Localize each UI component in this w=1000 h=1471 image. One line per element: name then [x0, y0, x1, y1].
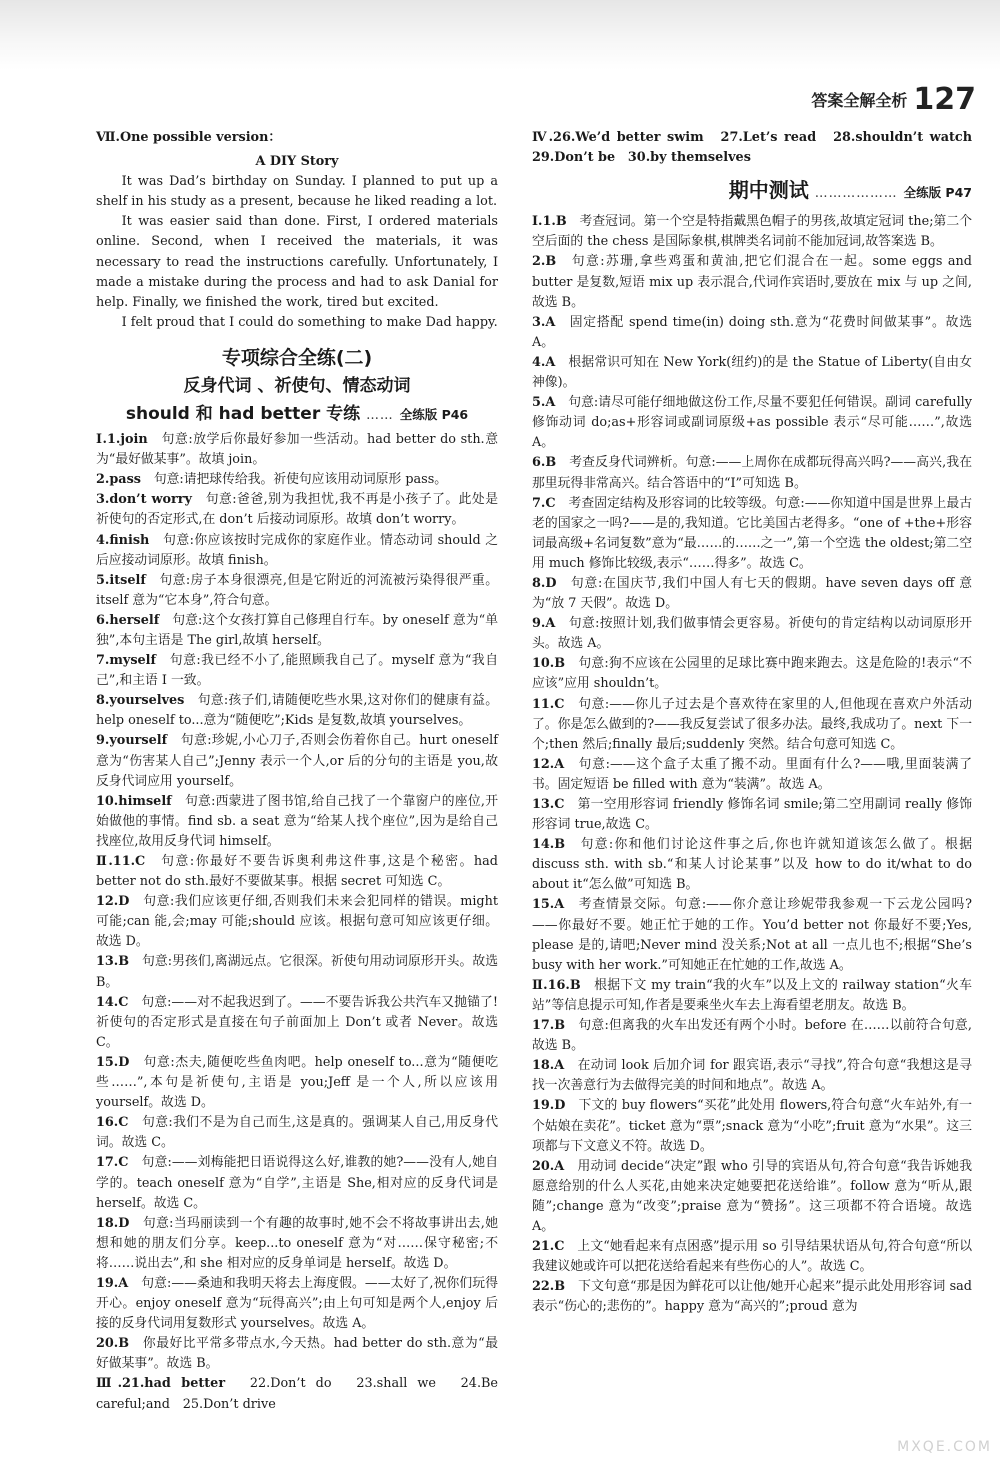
page-top-shadow: [0, 0, 1000, 70]
answer-explanation: 句意:房子本身很漂亮,但是它附近的河流被污染得很严重。itself 意为“它本身”,符合句意。: [96, 572, 498, 608]
answer-item: [532, 1157, 972, 1237]
answer-list-left: [96, 430, 498, 1415]
answer-explanation: 第一空用形容词 friendly 修饰名词 smile;第二空用副词 really 修饰形容词 true,故选 C。: [532, 797, 972, 833]
answer-number: Ⅱ.11.C: [96, 854, 146, 869]
answer-item: [532, 654, 972, 694]
answer-explanation: 句意:放学后你最好参加一些活动。had better do sth.意为“最好做某事”。故填 join。: [96, 432, 498, 468]
answer-explanation: 句意:在国庆节,我们中国人有七天的假期。have seven days off 意为“放 7 天假”。故选 D。: [532, 575, 972, 612]
story-paragraph: It was easier said than done. First, I ordered materials online. Second, when I received the materials, it was necessary to read the instructions carefully. Unfortunately, I made a mistake during the process and had to ask Danial for help. Finally, we finished the work, tired but excited.: [96, 214, 498, 310]
answer-explanation: 考查反身代词辨析。句意:——上周你在成都玩得高兴吗?——高兴,我在那里玩得非常高兴。结合答语中的“I”可知选 B。: [532, 455, 972, 491]
answer-number: 17.C: [96, 1155, 129, 1171]
answer-number: 7.myself: [96, 653, 157, 669]
answer-number: 5.itself: [96, 572, 146, 588]
midterm-dots: ………………: [814, 186, 898, 202]
answer-explanation: 句意:按照计划,我们做事情会更容易。祈使句的肯定结构以动词原形开头。故选 A。: [532, 616, 972, 652]
answer-number: 19.A: [96, 1275, 129, 1291]
answer-item: [96, 1214, 498, 1274]
answer-explanation: 句意:爸爸,别为我担忧,我不再是小孩子了。此处是祈使句的否定形式,在 don’t 后接动词原形。故填 don’t worry。: [96, 492, 498, 528]
answer-number: 4.A: [532, 354, 556, 370]
answer-item: [532, 1056, 972, 1096]
watermark: MXQE.COM: [897, 1439, 992, 1455]
answer-number: Ⅰ.1.join: [96, 432, 148, 448]
answer-explanation: 句意:西蒙进了图书馆,给自己找了一个靠窗户的座位,开始做他的事情。find sb. a seat 意为“给某人找个座位”,因为是给自己找座位,故用反身代词 himself。: [96, 793, 498, 849]
answer-item: [532, 574, 972, 614]
answer-item: [532, 1096, 972, 1156]
answer-explanation: 句意:——对不起我迟到了。——不要告诉我公共汽车又抛锚了!祈使句的否定形式是直接在句子前面加上 Don’t 或者 Never。故选 C。: [96, 994, 498, 1050]
section-iv-answers: Ⅳ.26.We’d better swim 27.Let’s read 28.shouldn’t watch 29.Don’t be 30.by themselves: [532, 130, 985, 166]
answer-explanation: 句意:——你儿子过去是个喜欢待在家里的人,但他现在喜欢户外活动了。你是怎么做到的?——我反复尝试了很多办法。最终,我成功了。next 下一个;then 然后;finally 最后;suddenly 突然。结合句意可知选 C。: [532, 696, 972, 752]
answer-number: 14.B: [532, 837, 566, 853]
answer-number: Ⅰ.1.B: [532, 214, 567, 230]
answer-explanation: 句意:请尽可能仔细地做这份工作,尽量不要犯任何错误。副词 carefully 修饰动词 do;as+形容词或副词原级+as possible 表示“尽可能……”,故选 A。: [532, 395, 972, 451]
answer-item: [532, 1277, 972, 1317]
answer-number: 9.A: [532, 616, 556, 632]
topic-title: should 和 had better 专练: [125, 403, 361, 424]
answer-number: 10.himself: [96, 793, 172, 809]
answer-explanation: 根据常识可知在 New York(纽约)的是 the Statue of Liberty(自由女神像)。: [532, 354, 972, 391]
answer-number: 21.C: [532, 1239, 565, 1255]
answer-explanation: 句意:我们应该更仔细,否则我们未来会犯同样的错误。might 可能;can 能,会;may 可能;should 应该。根据句意可知应该更仔细。故选 D。: [96, 894, 498, 950]
answer-number: 15.A: [532, 897, 565, 913]
answer-explanation: 下文的 buy flowers“买花”此处用 flowers,符合句意“火车站外,有一个姑娘在卖花”。ticket 意为“票”;snack 意为“小吃”;fruit 意为“水果”。这三项都与下文意义不符。故选 D。: [532, 1098, 972, 1154]
answer-explanation: 句意:我已经不小了,能照顾我自己了。myself 意为“我自己”,和主语 I 一致。: [96, 653, 498, 689]
page-number: 127: [913, 82, 976, 117]
midterm-title: 期中测试: [728, 178, 809, 203]
header-title: 答案全解全析: [811, 91, 908, 110]
answer-explanation: 句意:杰夫,随便吃些鱼肉吧。help oneself to...意为“随便吃些……”,本句是祈使句,主语是 you;Jeff 是一个人,所以应该用 yourself。故选 D。: [96, 1054, 498, 1111]
answer-item: [96, 1374, 498, 1414]
answer-explanation: 句意:男孩们,离湖远点。它很深。祈使句用动词原形开头。故选 B。: [96, 954, 498, 990]
answer-number: 8.yourselves: [96, 693, 185, 709]
answer-number: 10.B: [532, 656, 566, 672]
answer-explanation: 句意:你和他们讨论这件事之后,你也许就知道该怎么做了。根据 discuss sth. with sb.“和某人讨论某事”以及 how to do it/what to do about it“怎么做”可知选 B。: [532, 837, 972, 893]
topic-dots: ……: [366, 407, 394, 423]
answer-explanation: 考查固定结构及形容词的比较等级。句意:——你知道中国是世界上最古老的国家之一吗?——是的,我知道。它比美国古老得多。“one of +the+形容词最高级+名词复数”意为“最……的……之一”,第一个空选 the oldest;第二空用 much 修饰比较级,表示“……得多”。故选 C。: [532, 495, 972, 571]
answer-item: [96, 1113, 498, 1153]
answer-number: 12.D: [96, 894, 130, 910]
answer-item: [96, 892, 498, 952]
answer-number: 20.B: [96, 1336, 130, 1352]
answer-number: 13.B: [96, 954, 130, 970]
midterm-edition: 全练版 P47: [903, 185, 972, 201]
answer-number: 9.yourself: [96, 733, 168, 749]
answer-explanation: 根据下文 my train“我的火车”以及上文的 railway station“火车站”等信息提示可知,作者是要乘坐火车去上海看望老朋友。故选 B。: [532, 977, 972, 1013]
answer-item: [96, 571, 498, 611]
answer-item: [532, 494, 972, 574]
answer-item: [532, 695, 972, 755]
answer-explanation: 句意:——刘梅能把日语说得这么好,谁教的她?——没有人,她自学的。teach oneself 意为“自学”,主语是 She,相对应的反身代词是 herself。故选 C。: [96, 1155, 498, 1211]
answer-number: 3.A: [532, 314, 556, 330]
answer-number: 6.B: [532, 455, 557, 471]
answer-item: [96, 1053, 498, 1113]
answer-explanation: 句意:当玛丽读到一个有趣的故事时,她不会不将故事讲出去,她想和她的朋友们分享。keep...to oneself 意为“对……保守秘密;不将……说出去”,和 she 相对应的反身单词是 herself。故选 D。: [96, 1215, 498, 1271]
answer-explanation: 上文“她看起来有点困惑”提示用 so 引导结果状语从句,符合句意“所以我建议她或许可以把花送给看起来有些伤心的人”。故选 C。: [532, 1239, 972, 1275]
answer-list-right: [532, 212, 972, 1317]
answer-explanation: 你最好比平常多带点水,今天热。had better do sth.意为“最好做某事”。故选 B。: [96, 1336, 498, 1372]
answer-explanation: 用动词 decide“决定”跟 who 引导的宾语从句,符合句意“我告诉她我愿意给别的什么人买花,由她来决定她要把花送给谁”。follow 意为“听从,跟随”;change 意为“改变”;praise 意为“赞扬”。这三项都不符合语境。故选 A。: [532, 1158, 972, 1234]
answer-item: [96, 731, 498, 791]
answer-item: [532, 795, 972, 835]
page-header: [811, 82, 976, 117]
answer-explanation: 句意:我们不是为自己而生,这是真的。强调某人自己,用反身代词。故选 C。: [96, 1115, 498, 1151]
answer-item: [532, 1016, 972, 1056]
answer-item: [96, 611, 498, 651]
answer-number: 19.D: [532, 1098, 566, 1114]
answer-item: [532, 313, 972, 353]
answer-item: [96, 691, 498, 731]
story-paragraph: It was Dad’s birthday on Sunday. I planned to put up a shelf in his study as a present, because he liked reading a lot.: [96, 174, 498, 210]
answer-explanation: 句意:——桑迪和我明天将去上海度假。——太好了,祝你们玩得开心。enjoy oneself 意为“玩得高兴”;由上句可知是两个人,enjoy 后接的反身代词用复数形式 yourselves。故选 A。: [96, 1275, 498, 1332]
answer-number: 5.A: [532, 395, 556, 411]
answer-explanation: 句意:请把球传给我。祈使句应该用动词原形 pass。: [141, 472, 448, 488]
answer-explanation: 下文句意“那是因为鲜花可以让他/她开心起来”提示此处用形容词 sad 表示“伤心的;悲伤的”。happy 意为“高兴的”;proud 意为: [532, 1279, 972, 1315]
answer-item: [96, 430, 498, 470]
answer-item: [96, 1334, 498, 1374]
answer-number: 17.B: [532, 1018, 566, 1034]
story-paragraph: I felt proud that I could do something to make Dad happy.: [121, 314, 498, 330]
answer-number: 2.B: [532, 254, 557, 270]
answer-number: 16.C: [96, 1115, 129, 1131]
answer-item: [532, 755, 972, 795]
answer-number: 3.don’t worry: [96, 492, 192, 508]
answer-item: [532, 393, 972, 453]
topic-edition: 全练版 P46: [399, 406, 469, 422]
answer-explanation: 句意:但离我的火车出发还有两个小时。before 在……以前符合句意,故选 B。: [532, 1018, 972, 1054]
answer-item: [532, 212, 972, 252]
answer-explanation: 句意:狗不应该在公园里的足球比赛中跑来跑去。这是危险的!表示“不应该”应用 shouldn’t。: [532, 656, 972, 692]
answer-item: [532, 353, 972, 393]
answer-explanation: 考查冠词。第一个空是特指戴黑色帽子的男孩,故填定冠词 the;第二个空后面的 the chess 是国际象棋,棋牌类名词前不能加冠词,故答案选 B。: [532, 214, 973, 250]
answer-item: [532, 976, 972, 1016]
answer-item: [532, 1237, 972, 1277]
story-title: A DIY Story: [255, 154, 339, 170]
answer-explanation: 22.Don’t do 23.shall we 24.Be careful;and 25.Don’t drive: [96, 1376, 498, 1412]
answer-number: Ⅱ.16.B: [532, 977, 581, 993]
answer-explanation: 句意:孩子们,请随便吃些水果,这对你们的健康有益。help oneself to...意为“随便吃”;Kids 是复数,故填 yourselves。: [96, 693, 498, 729]
answer-number: 18.A: [532, 1058, 565, 1074]
answer-item: [96, 1153, 498, 1213]
answer-explanation: 在动词 look 后加介词 for 跟宾语,表示“寻找”,符合句意“我想这是寻找一次善意行为去做得完美的时间和地点”。故选 A。: [532, 1058, 972, 1094]
answer-explanation: 句意:你应该按时完成你的家庭作业。情态动词 should 之后应接动词原形。故填 finish。: [96, 532, 498, 568]
midterm-heading: [532, 180, 972, 204]
answer-number: Ⅲ.21.had better: [96, 1376, 226, 1392]
answer-item: [96, 470, 498, 490]
answer-item: [532, 614, 972, 654]
answer-item: [96, 490, 498, 530]
answer-number: 12.A: [532, 756, 565, 772]
answer-number: 2.pass: [96, 472, 142, 488]
answer-number: 15.D: [96, 1054, 130, 1070]
unit-title: 专项综合全练(二): [221, 346, 373, 369]
answer-item: [96, 952, 498, 992]
answer-number: 4.finish: [96, 532, 150, 548]
answer-explanation: 句意:珍妮,小心刀子,否则会伤着你自己。hurt oneself 意为“伤害某人自己”;Jenny 表示一个人,or 后的分句的主语是 you,故反身代词应用 yourself。: [96, 733, 498, 789]
answer-explanation: 句意:这个女孩打算自己修理自行车。by oneself 意为“单独”,本句主语是 The girl,故填 herself。: [96, 612, 498, 648]
answer-item: [96, 993, 498, 1053]
answer-item: [532, 252, 972, 312]
answer-item: [96, 852, 498, 892]
answer-number: 22.B: [532, 1279, 566, 1295]
answer-explanation: 句意:——这个盒子太重了搬不动。里面有什么?——哦,里面装满了书。固定短语 be filled with 意为“装满”。故选 A。: [532, 756, 972, 792]
answer-number: 20.A: [532, 1158, 565, 1174]
answer-number: 11.C: [532, 696, 565, 712]
answer-explanation: 考查情景交际。句意:——你介意让珍妮带我参观一下云龙公园吗?——你最好不要。她正忙于她的工作。You’d better not 你最好不要;Yes, please 是的,请吧;Never mind 没关系;Not at all 一点儿也不;根据“She’s busy with her work.”可知她正在忙她的工作,故选 A。: [532, 897, 972, 973]
answer-explanation: 句意:你最好不要告诉奥利弗这件事,这是个秘密。had better not do sth.最好不要做某事。根据 secret 可知选 C。: [96, 854, 498, 890]
unit-subtitle: 反身代词 、祈使句、情态动词: [183, 375, 411, 396]
answer-item: [96, 651, 498, 691]
answer-number: 7.C: [532, 495, 556, 511]
right-column: [532, 128, 985, 1317]
answer-item: [532, 453, 972, 493]
answer-item: [532, 895, 972, 975]
answer-number: 13.C: [532, 797, 565, 812]
answer-item: [96, 1274, 498, 1334]
answer-explanation: 句意:苏珊,拿些鸡蛋和黄油,把它们混合在一起。some eggs and butter 是复数,短语 mix up 表示混合,代词作宾语时,要放在 mix 与 up 之间,故选 B。: [532, 254, 972, 310]
answer-item: [96, 792, 498, 852]
answer-item: [96, 531, 498, 571]
section-vii-heading: Ⅶ.One possible version：: [96, 130, 282, 145]
answer-number: 18.D: [96, 1215, 130, 1231]
answer-number: 8.D: [532, 575, 557, 591]
left-column: [96, 128, 498, 1415]
answer-explanation: 固定搭配 spend time(in) doing sth.意为“花费时间做某事”。故选 A。: [532, 314, 972, 350]
answer-number: 6.herself: [96, 612, 160, 628]
topic-heading: [96, 404, 498, 426]
answer-number: 14.C: [96, 994, 129, 1010]
answer-item: [532, 835, 972, 895]
